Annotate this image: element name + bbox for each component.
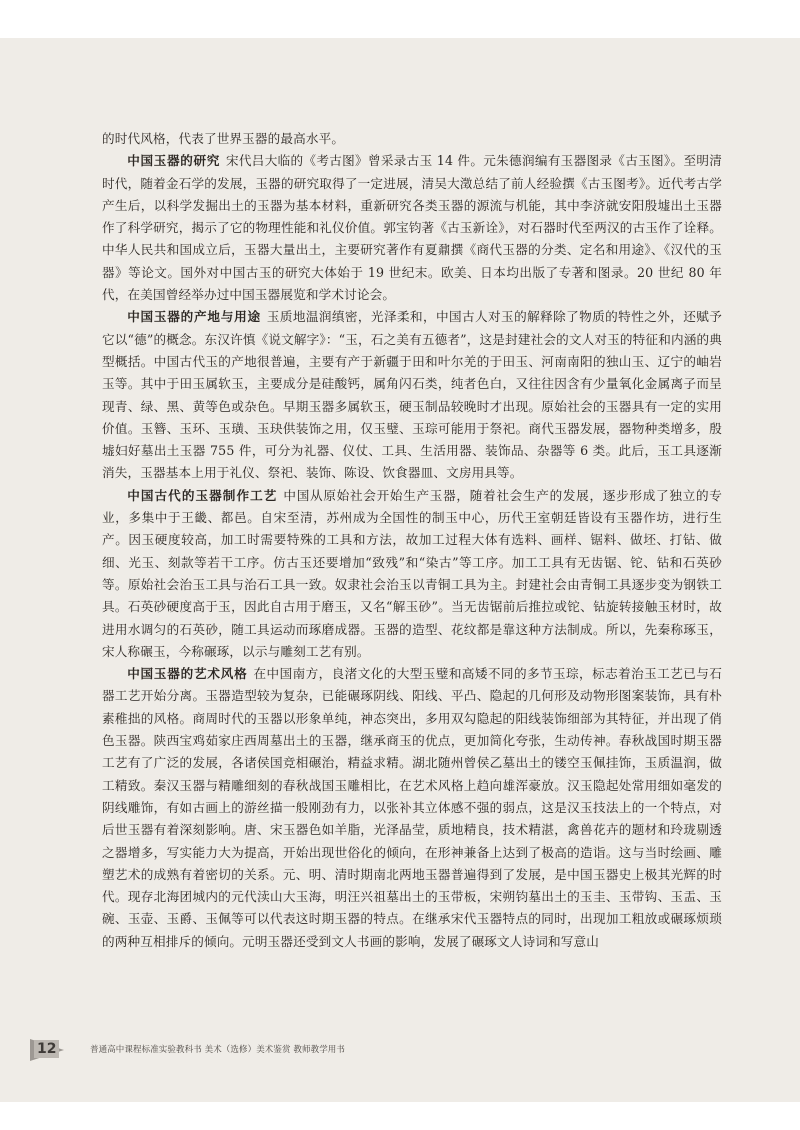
paragraph-art-style (102, 663, 722, 953)
footer-book-title: 普通高中课程标准实验教科书 美术（选修）美术鉴赏 教师教学用书 (90, 1045, 346, 1055)
body-text (102, 128, 722, 953)
paragraph-text: 中国从原始社会开始生产玉器，随着社会生产的发展，逐步形成了独立的专业，多集中于王畿、都邑。自宋至清，苏州成为全国性的制玉中心，历代王室朝廷皆设有玉器作坊，进行生产。因玉硬度较高，加工时需要特殊的工具和方法，故加工过程大体有选料、画样、锯料、做坯、打钻、做细、光玉、刻款等若干工序。仿古玉还要增加“致残”和“染古”等工序。加工工具有无齿锯、铊、钻和石英砂等。原始社会治玉工具与治石工具一致。奴隶社会治玉以青铜工具为主。封建社会由青铜工具逐步变为钢铁工具。石英砂硬度高于玉，因此自古用于磨玉，又名“解玉砂”。当无齿锯前后推拉或铊、钻旋转接触玉材时，故进用水调匀的石英砂，随工具运动而琢磨成器。玉器的造型、花纹都是靠这种方法制成。所以，先秦称琢玉，宋人称碾玉，今称碾琢，以示与雕刻工艺有别。 (102, 487, 723, 659)
paragraph-text: 在中国南方，良渚文化的大型玉璧和高矮不同的多节玉琮，标志着治玉工艺已与石器工艺开始分离。玉器造型较为复杂，已能碾琢阴线、阳线、平凸、隐起的几何形及动物形图案装饰，具有朴素稚拙的风格。商周时代的玉器以形象单纯，神态突出，多用双勾隐起的阳线装饰细部为其特征，并出现了俏色玉器。陕西宝鸡茹家庄西周墓出土的玉器，继承商玉的优点，更加简化夸张，生动传神。春秋战国时期玉器工艺有了广泛的发展，各诸侯国竞相碾治，精益求精。湖北随州曾侯乙墓出土的镂空玉佩挂饰，玉质温润，做工精致。秦汉玉器与精雕细刻的春秋战国玉雕相比，在艺术风格上趋向雄浑豪放。汉玉隐起处常用细如毫发的阴线雕饰，有如古画上的游丝描一般刚劲有力，以张补其立体感不强的弱点，这是汉玉技法上的一个特点，对后世玉器有着深刻影响。唐、宋玉器色如羊脂，光泽晶莹，质地精良，技术精湛，禽兽花卉的题材和玲珑剔透之器增多，写实能力大为提高，开始出现世俗化的倾向，在形神兼备上达到了极高的造诣。这与当时绘画、雕塑艺术的成熟有着密切的关系。元、明、清时期南北两地玉器普遍得到了发展，是中国玉器史上极其光辉的时代。现存北海团城内的元代渎山大玉海，明汪兴祖墓出土的玉带板，宋朔钧墓出土的玉圭、玉带钩、玉盂、玉碗、玉壶、玉爵、玉佩等可以代表这时期玉器的特点。在继承宋代玉器特点的同时，出现加工粗放或碾琢烦琐的两种互相排斥的倾向。元明玉器还受到文人书画的影响，发展了碾琢文人诗词和写意山 (102, 666, 723, 949)
paragraph-text: 的时代风格，代表了世界玉器的最高水平。 (102, 131, 345, 146)
section-heading: 中国玉器的产地与用途 (127, 309, 261, 325)
paragraph-craft (102, 485, 722, 663)
paragraph-intro (102, 128, 722, 150)
section-heading: 中国古代的玉器制作工艺 (127, 487, 278, 503)
paragraph-text: 宋代吕大临的《考古图》曾采录古玉 14 件。元朱德润编有玉器图录《古玉图》。至明清时代，随着金石学的发展，玉器的研究取得了一定进展，清吴大澂总结了前人经验撰《古玉图考》。近代考古学产生后，以科学发掘出土的玉器为基本材料，重新研究各类玉器的源流与机能，其中李济就安阳殷墟出土玉器作了科学研究，揭示了它的物理性能和礼仪价值。郭宝钧著《古玉新诠》，对石器时代至两汉的古玉作了诠释。中华人民共和国成立后，玉器大量出土，主要研究著作有夏鼐撰《商代玉器的分类、定名和用途》、《汉代的玉器》等论文。国外对中国古玉的研究大体始于 19 世纪末。欧美、日本均出版了专著和图录。20 世纪 80 年代，在美国曾经举办过中国玉器展览和学术讨论会。 (102, 153, 722, 303)
section-heading: 中国玉器的艺术风格 (127, 666, 248, 682)
page-number: 12 (34, 1040, 59, 1058)
book-page (0, 38, 800, 1102)
section-heading: 中国玉器的研究 (127, 153, 220, 169)
page-footer (0, 1039, 800, 1063)
paragraph-origin-use (102, 306, 722, 484)
paragraph-text: 玉质地温润缜密，光泽柔和，中国古人对玉的解释除了物质的特性之外，还赋予它以“德”的概念。东汉许慎《说文解字》：“玉，石之美有五德者”，这是封建社会的文人对玉的特征和内涵的典型概括。中国古代玉的产地很普遍，主要有产于新疆于田和叶尔羌的于田玉、河南南阳的独山玉、辽宁的岫岩玉等。其中于田玉属软玉，主要成分是硅酸钙，属角闪石类，纯者色白，又往往因含有少量氧化金属离子而呈现青、绿、黑、黄等色或杂色。早期玉器多属软玉，硬玉制品较晚时才出现。原始社会的玉器具有一定的实用价值。玉簪、玉环、玉璜、玉玦供装饰之用，仅玉璧、玉琮可能用于祭祀。商代玉器发展，器物种类增多，殷墟妇好墓出土玉器 755 件，可分为礼器、仪仗、工具、生活用器、装饰品、杂器等 6 类。此后，玉工具逐渐消失，玉器基本上用于礼仪、祭祀、装饰、陈设、饮食器皿、文房用具等。 (102, 309, 723, 481)
paragraph-research (102, 150, 722, 306)
